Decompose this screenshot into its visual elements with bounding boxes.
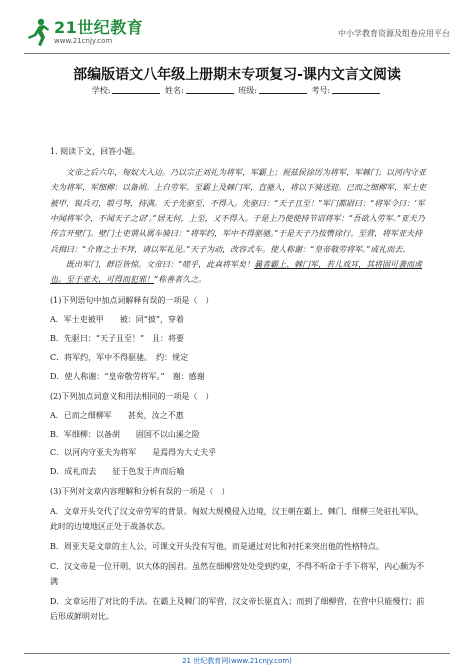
q3-option-d[interactable]: D．文章运用了对比的手法。在霸上及棘门的军营，汉文帝长驱直入；而到了细柳营，在营中只能慢行；前后形成鲜明对比。 [50,597,425,621]
logo-url: www.21cnjy.com [54,36,113,45]
q2-stem: (2)下列加点词意义和用法相同的一项是（ ） [50,391,214,401]
page-title: 部编版语文八年级上册期末专项复习-课内文言文阅读 [73,67,401,83]
exam-no-blank[interactable] [332,85,380,94]
question-content [50,146,428,624]
q1-option-a[interactable]: A．军士吏被甲 被：同“披”，穿着 [50,314,184,324]
platform-name: 中小学教育资源及组卷应用平台 [338,29,450,38]
name-blank[interactable] [186,85,234,94]
name-label: 姓名: [165,86,184,95]
q1-option-d[interactable]: D．使人称谢：“皇帝敬劳将军。” 谢：感谢 [50,371,205,381]
q3-option-a[interactable]: A．文章开头交代了汉文帝劳军的背景。匈奴大规模侵入边境，汉王朝在霸上、棘门、细柳三处驻扎军队，此时的边境地区正处于战备状态。 [50,507,424,531]
school-label: 学校: [91,86,111,95]
footer-text[interactable]: 21 世纪教育网(www.21cnjy.com) [182,657,292,665]
passage-underlined-sentence: 曩者霸上、棘门军，若儿戏耳，其将固可袭而虏也。至于亚夫，可得而犯邪！ [50,260,423,285]
class-blank[interactable] [259,85,307,94]
q3-stem: (3)下列对文章内容理解和分析有误的一项是（ ） [50,487,230,497]
q3-option-c[interactable]: C．汉文帝是一位开明、识大体的国君。虽然在细柳营处处受到约束，不得不听命于手下将军，内心颇为不满 [50,562,425,586]
logo-title: 21世纪教育 [54,17,144,37]
q2-option-b[interactable]: B．军细柳：以备胡 固国不以山溪之险 [50,429,200,439]
q1-stem: (1)下列语句中加点词解释有误的一项是（ ） [50,295,214,305]
passage-p2-end: ”称善者久之。 [154,275,207,285]
site-logo [24,12,143,52]
exam-no-label: 考号: [311,86,331,95]
q2-option-c[interactable]: C．以河内守亚夫为将军 是焉得为大丈夫乎 [50,448,217,458]
passage-paragraph-2 [50,257,428,288]
q2-option-d[interactable]: D．成礼而去 征于色发于声而后喻 [50,467,185,477]
q1-option-b[interactable]: B．先驱曰：“天子且至！” 且：将要 [50,333,185,343]
question-heading: 1. 阅读下文，回答小题。 [50,147,141,156]
q2-option-a[interactable]: A．已而之细柳军 甚矣，汝之不惠 [50,410,184,420]
q3-option-b[interactable]: B．周亚夫是文章的主人公，可课文开头没有写他，而是通过对比和衬托来突出他的性格特点。 [50,542,384,552]
header-divider [24,53,450,54]
page-header [24,8,450,54]
school-blank[interactable] [112,85,160,94]
footer-divider [24,653,450,654]
runner-logo-icon [24,17,50,47]
class-label: 班级: [238,86,257,95]
passage-paragraph-1: 文帝之后六年，匈奴大入边。乃以宗正刘礼为将军，军霸上；祝兹侯徐厉为将军，军棘门；以河内守亚夫为将军，军细柳：以备胡。上自劳军。至霸上及棘门军，直驰入，将以下骑送迎。已而之细柳军，军士吏被甲，锐兵刃，彀弓弩，持满。天子先驱至，不得入。先驱曰：“天子且至！”军门都尉曰：“将军令曰：‘军中闻将军令，不闻天子之诏’。”居无何，上至，又不得入。于是上乃使使持节诏将军：“吾欲入劳军。”亚夫乃传言开壁门。壁门士吏谓从属车骑曰：“将军约，军中不得驱驰。”于是天子乃按辔徐行。至营，将军亚夫持兵揖曰：“介胄之士不拜，请以军礼见。”天子为动，改容式车。使人称谢：“皇帝敬劳将军。”成礼而去。 [50,167,426,254]
passage-p2-start: 既出军门，群臣皆惊。文帝曰：“嗟乎，此真将军矣！ [66,260,255,270]
student-info-fields [0,85,474,96]
q1-option-c[interactable]: C．将军约，军中不得驱驰。 约：规定 [50,352,189,362]
